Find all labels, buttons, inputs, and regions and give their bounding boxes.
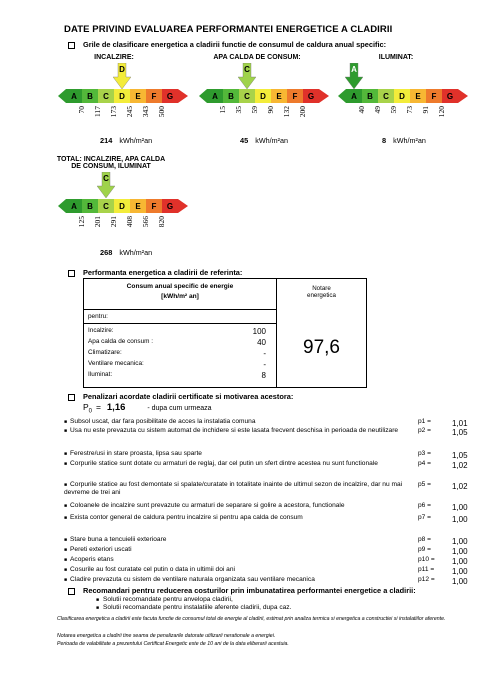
grade-value-number: 214 bbox=[100, 136, 115, 145]
square-bullet-icon: ■ bbox=[64, 567, 68, 573]
scale-left-tip bbox=[58, 89, 66, 103]
grade-segment-b: B bbox=[362, 89, 378, 103]
grade-tick: 291 bbox=[109, 216, 118, 228]
penalty-label: p1 = bbox=[418, 418, 432, 425]
grade-segment-b: B bbox=[82, 89, 98, 103]
penalty-value: 1,00 bbox=[452, 557, 468, 566]
penalty-text bbox=[64, 566, 419, 574]
checkbox-bullet bbox=[68, 270, 75, 277]
grade-segment-e: E bbox=[130, 89, 146, 103]
grade-tick: 59 bbox=[250, 106, 259, 114]
p0-note: - dupa cum urmeaza bbox=[147, 405, 212, 412]
checkbox-bullet bbox=[68, 42, 75, 49]
grade-tick: 566 bbox=[141, 216, 150, 228]
recommendation-item: ■ Solutii recomandate pentru instalatiile aferente cladirii, dupa caz. bbox=[96, 604, 292, 612]
penalty-label: p2 = bbox=[418, 427, 432, 434]
grade-tick: 90 bbox=[266, 106, 275, 114]
penalty-text bbox=[64, 502, 419, 510]
grade-value bbox=[100, 248, 152, 257]
grade-tick: 120 bbox=[437, 106, 446, 118]
penalty-text bbox=[64, 546, 419, 554]
penalty-description: Cosurile au fost curatate cel putin o data in ultimii doi ani bbox=[70, 566, 235, 573]
grade-segment-d: D bbox=[114, 89, 130, 103]
square-bullet-icon: ■ bbox=[96, 605, 100, 612]
reference-row bbox=[88, 338, 272, 345]
grade-segment-a: A bbox=[66, 199, 82, 213]
penalty-label: p8 = bbox=[418, 536, 432, 543]
penalty-text bbox=[64, 576, 419, 584]
penalty-description: Ferestre/usi in stare proasta, lipsa sau sparte bbox=[70, 450, 202, 457]
checkbox-bullet bbox=[68, 588, 75, 595]
square-bullet-icon: ■ bbox=[96, 597, 100, 603]
penalty-description: Exista contor general de caldura pentru incalzire si pentru apa calda de consum bbox=[70, 514, 303, 521]
penalty-description: Corpurile statice sunt dotate cu armaturi de reglaj, dar cel putin un sfert dintre acestea nu sunt functionale bbox=[70, 460, 378, 467]
penalty-value: 1,00 bbox=[452, 577, 468, 586]
penalty-text bbox=[64, 536, 419, 544]
reference-col2-header: Notare energetica bbox=[307, 285, 336, 299]
pointer-class-letter: C bbox=[103, 174, 109, 183]
recommendations-list bbox=[96, 596, 291, 613]
penalty-label: p5 = bbox=[418, 481, 432, 488]
penalty-label: p12 = bbox=[418, 576, 435, 583]
footnote-validity: Perioada de valabilitate a prezentului Certificat Energetic este de 10 ani de la data eliberarii acestuia. bbox=[57, 641, 289, 647]
pointer-class-letter: C bbox=[244, 65, 250, 74]
grade-scale bbox=[338, 89, 468, 103]
square-bullet-icon: ■ bbox=[64, 482, 68, 488]
square-bullet-icon: ■ bbox=[64, 503, 68, 509]
reference-row-value: - bbox=[263, 349, 266, 358]
grade-tick: 15 bbox=[218, 106, 227, 114]
reference-row-label: Iluminat: bbox=[88, 371, 113, 378]
grade-tick: 73 bbox=[405, 106, 414, 114]
penalty-value: 1,00 bbox=[452, 547, 468, 556]
penalty-value: 1,00 bbox=[452, 515, 468, 524]
scale-right-tip bbox=[319, 89, 329, 103]
grade-label: APA CALDA DE CONSUM: bbox=[213, 54, 301, 61]
reference-row bbox=[88, 327, 272, 334]
energy-score: 97,6 bbox=[303, 337, 340, 358]
grade-segment-g: G bbox=[162, 199, 178, 213]
grade-value bbox=[100, 136, 152, 145]
penalty-description: Cladire prevazuta cu sistem de ventilare naturala organizata sau ventilare mecanica bbox=[70, 576, 315, 583]
penalty-text bbox=[64, 418, 419, 426]
penalty-description: Pereti exteriori uscati bbox=[70, 546, 132, 553]
scale-left-tip bbox=[338, 89, 346, 103]
penalty-label: p6 = bbox=[418, 502, 432, 509]
penalty-description: Stare buna a tencuielii exterioare bbox=[70, 536, 167, 543]
grade-tick: 35 bbox=[234, 106, 243, 114]
reference-row-label: Climatizare: bbox=[88, 349, 122, 356]
grade-segment-c: C bbox=[239, 89, 255, 103]
grade-tick: 49 bbox=[373, 106, 382, 114]
reference-row bbox=[88, 349, 272, 356]
penalty-label: p10 = bbox=[418, 556, 435, 563]
penalty-label: p9 = bbox=[418, 546, 432, 553]
reference-pentru: pentru: bbox=[88, 313, 108, 320]
grade-value-unit: kWh/m²an bbox=[119, 136, 153, 145]
grade-pointer-arrow-icon bbox=[97, 172, 115, 198]
grade-label: ILUMINAT: bbox=[378, 54, 414, 61]
grade-segment-e: E bbox=[271, 89, 287, 103]
grade-scale bbox=[199, 89, 329, 103]
penalty-text bbox=[64, 460, 419, 468]
penalty-description: Subsol uscat, dar fara posibilitate de acces la instalatia comuna bbox=[70, 418, 256, 425]
grade-tick: 820 bbox=[157, 216, 166, 228]
grade-value-unit: kWh/m²an bbox=[393, 136, 426, 145]
penalty-value: 1,02 bbox=[452, 461, 468, 470]
grade-segment-c: C bbox=[378, 89, 394, 103]
grade-label: TOTAL: INCALZIRE, APA CALDA DE CONSUM, ILUMINAT bbox=[56, 156, 166, 170]
square-bullet-icon: ■ bbox=[64, 577, 68, 583]
grade-segment-c: C bbox=[98, 89, 114, 103]
reference-row bbox=[88, 360, 272, 367]
penalty-value: 1,01 bbox=[452, 419, 468, 428]
grade-value-number: 268 bbox=[100, 248, 115, 257]
grade-segment-f: F bbox=[146, 199, 162, 213]
penalty-text bbox=[64, 481, 419, 497]
grade-label: INCALZIRE: bbox=[94, 54, 134, 61]
grade-segment-f: F bbox=[426, 89, 442, 103]
grade-pointer-arrow-icon bbox=[238, 63, 256, 89]
grade-segment-g: G bbox=[162, 89, 178, 103]
grade-tick: 91 bbox=[421, 106, 430, 114]
penalty-description: Coloanele de incalzire sunt prevazute cu armaturi de separare si golire a acestora, functionale bbox=[70, 502, 345, 509]
penalty-label: p4 = bbox=[418, 460, 432, 467]
square-bullet-icon: ■ bbox=[64, 515, 68, 521]
grade-tick: 245 bbox=[125, 106, 134, 118]
grade-value bbox=[240, 136, 288, 145]
grade-tick: 343 bbox=[141, 106, 150, 118]
checkbox-bullet bbox=[68, 394, 75, 401]
grade-tick: 59 bbox=[389, 106, 398, 114]
penalty-value: 1,00 bbox=[452, 567, 468, 576]
pointer-class-letter: A bbox=[351, 65, 357, 74]
square-bullet-icon: ■ bbox=[64, 461, 68, 467]
grade-value-number: 8 bbox=[382, 136, 389, 145]
reference-table bbox=[83, 278, 367, 388]
grade-tick: 173 bbox=[109, 106, 118, 118]
grade-pointer-arrow-icon bbox=[345, 63, 363, 89]
grade-segment-b: B bbox=[223, 89, 239, 103]
grade-value bbox=[382, 136, 426, 145]
p0-value: 1,16 bbox=[106, 402, 126, 413]
reference-row-value: 8 bbox=[261, 371, 266, 380]
recommendations-heading: Recomandari pentru reducerea costurilor prin imbunatatirea performantei energetice a cladirii: bbox=[68, 586, 416, 595]
reference-row-label: Apa calda de consum : bbox=[88, 338, 154, 345]
grade-tick: 200 bbox=[298, 106, 307, 118]
grade-segment-e: E bbox=[410, 89, 426, 103]
grade-segment-g: G bbox=[303, 89, 319, 103]
page-title: DATE PRIVIND EVALUAREA PERFORMANTEI ENERGETICE A CLADIRII bbox=[64, 24, 393, 35]
scale-right-tip bbox=[458, 89, 468, 103]
penalty-description: Acoperis etans bbox=[70, 556, 114, 563]
p0-line: $P_0 = 1,16$ - dupa cum urmeaza bbox=[83, 402, 212, 415]
reference-row-label: Incalzire: bbox=[88, 327, 114, 334]
scale-right-tip bbox=[178, 199, 188, 213]
penalties-heading: Penalizari acordate cladirii certificate si motivarea acestora: bbox=[68, 392, 293, 401]
grade-pointer-arrow-icon bbox=[113, 63, 131, 89]
grade-segment-f: F bbox=[287, 89, 303, 103]
grade-segment-g: G bbox=[442, 89, 458, 103]
grade-segment-a: A bbox=[66, 89, 82, 103]
grade-tick: 201 bbox=[93, 216, 102, 228]
grade-segment-a: A bbox=[346, 89, 362, 103]
grade-value-number: 45 bbox=[240, 136, 251, 145]
pointer-class-letter: D bbox=[119, 65, 125, 74]
grade-segment-b: B bbox=[82, 199, 98, 213]
grade-segment-d: D bbox=[255, 89, 271, 103]
penalty-description: Usa nu este prevazuta cu sistem automat de inchidere si este lasata frecvent deschisa in perioada de neutilizare bbox=[70, 427, 399, 434]
grade-tick: 70 bbox=[77, 106, 86, 114]
grade-value-unit: kWh/m²an bbox=[255, 136, 289, 145]
reference-row-value: 100 bbox=[252, 327, 266, 336]
square-bullet-icon: ■ bbox=[64, 557, 68, 563]
penalty-label: p11 = bbox=[418, 566, 435, 573]
footnote-notation: Notarea energetica a cladirii tine seama de penalizarile datorate utilizarii nerationale a energiei. bbox=[57, 633, 276, 639]
grade-segment-d: D bbox=[394, 89, 410, 103]
grade-tick: 40 bbox=[357, 106, 366, 114]
reference-row-value: - bbox=[263, 360, 266, 369]
square-bullet-icon: ■ bbox=[64, 537, 68, 543]
penalty-value: 1,00 bbox=[452, 503, 468, 512]
penalty-text bbox=[64, 556, 419, 564]
grade-scale bbox=[58, 89, 188, 103]
square-bullet-icon: ■ bbox=[64, 428, 68, 434]
reference-col1-header: Consum anual specific de energie [kWh/m² an] bbox=[126, 283, 234, 300]
recommendation-item: ■ Solutii recomandate pentru anvelopa cladirii, bbox=[96, 596, 233, 603]
grade-tick: 117 bbox=[93, 106, 102, 117]
grade-tick: 132 bbox=[282, 106, 291, 118]
reference-row bbox=[88, 371, 272, 378]
penalty-text bbox=[64, 450, 419, 458]
grade-segment-c: C bbox=[98, 199, 114, 213]
grade-tick: 125 bbox=[77, 216, 86, 228]
grade-value-unit: kWh/m²an bbox=[119, 248, 153, 257]
penalty-label: p3 = bbox=[418, 450, 432, 457]
grade-scale bbox=[58, 199, 188, 213]
scale-right-tip bbox=[178, 89, 188, 103]
penalty-description: Corpurile statice au fost demontate si spalate/curatate in totalitate inainte de ultimul sezon de incalzire, dar nu mai devreme de trei ani bbox=[64, 481, 403, 497]
square-bullet-icon: ■ bbox=[64, 419, 68, 425]
grade-segment-f: F bbox=[146, 89, 162, 103]
reference-row-label: Ventilare mecanica: bbox=[88, 360, 144, 367]
grade-segment-e: E bbox=[130, 199, 146, 213]
penalty-value: 1,05 bbox=[452, 428, 468, 437]
penalty-label: p7 = bbox=[418, 514, 432, 521]
square-bullet-icon: ■ bbox=[64, 451, 68, 457]
footnote-classification: Clasificarea energetica a cladirii este facuta functie de consumul total de energie al cladirii, estimat prin analiza termica si energetica a constructiei si instalatiilor aferente. bbox=[57, 616, 446, 622]
penalty-text bbox=[64, 427, 419, 435]
penalty-text bbox=[64, 514, 419, 522]
penalty-value: 1,00 bbox=[452, 537, 468, 546]
grades-heading: Grile de clasificare energetica a cladirii functie de consumul de caldura anual specific: bbox=[68, 40, 386, 49]
scale-left-tip bbox=[199, 89, 207, 103]
grade-segment-d: D bbox=[114, 199, 130, 213]
penalty-value: 1,02 bbox=[452, 482, 468, 491]
square-bullet-icon: ■ bbox=[64, 547, 68, 553]
scale-left-tip bbox=[58, 199, 66, 213]
grade-segment-a: A bbox=[207, 89, 223, 103]
grade-tick: 408 bbox=[125, 216, 134, 228]
reference-heading: Performanta energetica a cladirii de referinta: bbox=[68, 268, 242, 277]
penalty-value: 1,05 bbox=[452, 451, 468, 460]
reference-row-value: 40 bbox=[257, 338, 266, 347]
grade-tick: 500 bbox=[157, 106, 166, 118]
